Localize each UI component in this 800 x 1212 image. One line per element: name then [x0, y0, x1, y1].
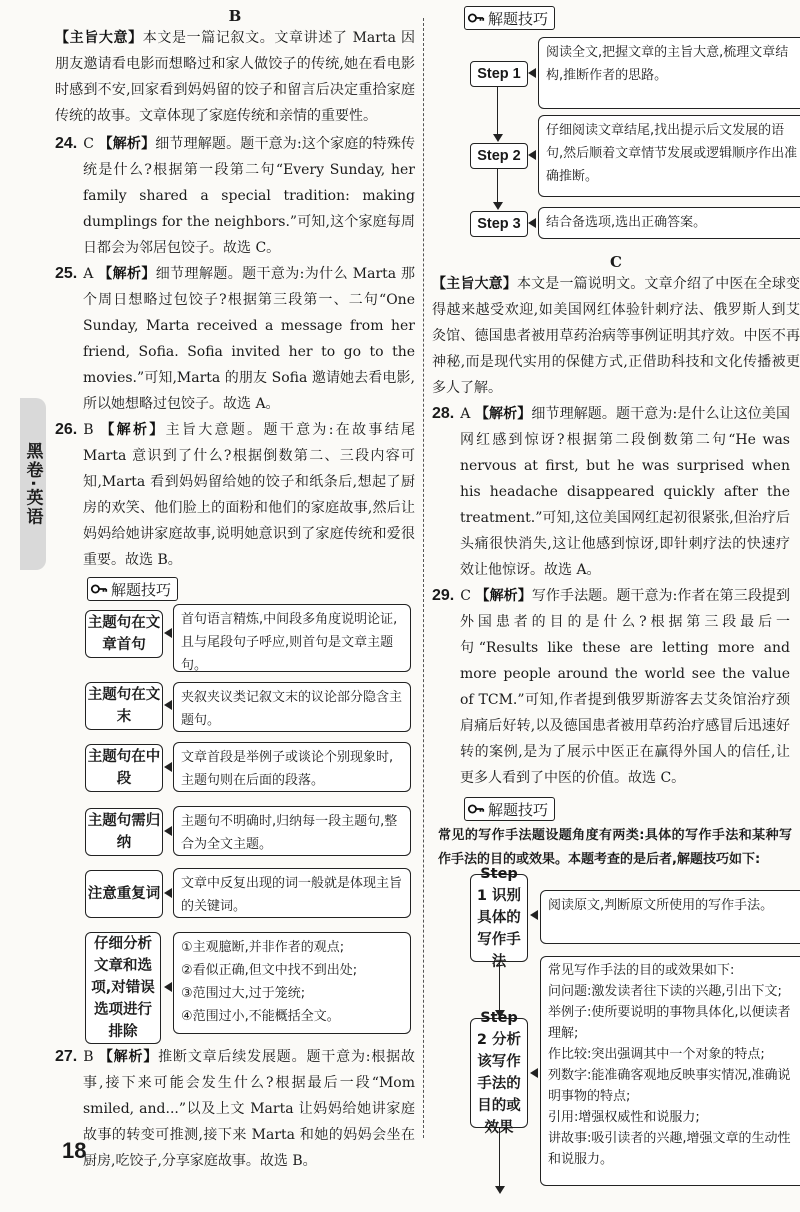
writing-step-2-label: Step 2 分析该写作手法的目的或效果 [470, 1018, 528, 1128]
tip-text-4: 文章中反复出现的词一般就是体现主旨的关键词。 [173, 868, 411, 918]
question-28: 28. A 【解析】细节理解题。题干意为:是什么让这位美国网红感到惊讶?根据第二段倒数第二句“He was nervous at first, but he was surprised when his headache disappeared quickly after the treatment.”可知,这位美国网红起初很紧张,但治疗后头痛很快消失,这让他感到惊讶,即针刺疗法的快速疗效让他惊讶。故选 A。 [432, 405, 791, 578]
writing-step-2-text: 常见写作手法的目的或效果如下: 问问题:激发读者往下读的兴趣,引出下文; 举例子:使所要说明的事物具体化,以便读者理解; 作比较:突出强调其中一个对象的特点; 列数字:能准确客观地反映事实情况,准确说明事物的特点; 引用:增强权威性和说服力; 讲故事:吸引读者的兴趣,增强文章的生动性和说服力。 [540, 956, 800, 1186]
section-b-theme: 【主旨大意】本文是一篇记叙文。文章讲述了 Marta 因朋友邀请看电影而想略过和家人做饺子的传统,她在看电影时感到不安,回家看到妈妈留的饺子和留言后决定重拾家庭传统的故事。文章体现了家庭传统和亲情的重要性。 [55, 30, 415, 124]
tip-text-0: 首句语言精炼,中间段多角度说明论证,且与尾段句子呼应,则首句是文章主题句。 [173, 604, 411, 672]
tips-diagram-left [85, 602, 415, 1040]
left-column [55, 0, 415, 1174]
tip-text-3: 主题句不明确时,归纳每一段主题句,整合为全文主题。 [173, 806, 411, 856]
page-number: 18 [62, 1138, 87, 1163]
step-2-text: 仔细阅读文章结尾,找出提示后文发展的语句,然后顺着文章情节发展或逻辑顺序作出准确推断。 [538, 115, 800, 197]
tip-label-0: 主题句在文章首句 [85, 610, 163, 658]
section-b-title: B [228, 7, 242, 25]
writing-step-1-text: 阅读原文,判断原文所使用的写作手法。 [540, 890, 800, 944]
step-2-label: Step 2 [470, 143, 528, 169]
tip-header-right-2: 解题技巧 [464, 797, 800, 822]
key-icon [90, 580, 108, 598]
key-icon [467, 800, 485, 818]
question-25: 25. A 【解析】细节理解题。题干意为:为什么 Marta 那个周日想略过包饺子?根据第三段第一、二句“One Sunday, Marta received a message from her friend, Sofia. Sofia invited her to go to the movies.”可知,Marta 的朋友 Sofia 邀请她去看电影,所以她想略过包饺子。故选 A。 [55, 265, 415, 412]
section-c-theme: 【主旨大意】本文是一篇说明文。文章介绍了中医在全球变得越来越受欢迎,如美国网红体验针刺疗法、俄罗斯人到艾灸馆、德国患者被用草药治病等事例证明其疗效。中医不再神秘,而是现代实用的保健方式,正借助科技和文化传播被更多人了解。 [432, 276, 800, 396]
key-icon [467, 9, 485, 27]
steps-diagram [470, 31, 800, 231]
tip-label-3: 主题句需归纳 [85, 808, 163, 856]
step-1-text: 阅读全文,把握文章的主旨大意,梳理文章结构,推断作者的思路。 [538, 37, 800, 109]
side-tab: 黑卷·英语 [20, 398, 46, 570]
tip-label-1: 主题句在文末 [85, 682, 163, 730]
question-24: 24. C 【解析】细节理解题。题干意为:这个家庭的特殊传统是什么?根据第一段第二句“Every Sunday, her family shared a special tradition: making dumplings for the neighbors.”可知,这个家庭每周日都会为邻居包饺子。故选 C。 [55, 135, 416, 256]
step-3-label: Step 3 [470, 211, 528, 237]
tip-header-left: 解题技巧 [87, 577, 415, 602]
tip-label-4: 注意重复词 [85, 870, 163, 918]
writing-step-1-label: Step 1 识别具体的写作手法 [470, 874, 528, 962]
question-29: 29. C 【解析】写作手法题。题干意为:作者在第三段提到外国患者的目的是什么?根据第三段最后一句“Results like these are letting more and more people around the world see the value of TCM.”可知,作者提到俄罗斯游客去艾灸馆治疗颈肩痛后好转,以及德国患者被用草药治疗感冒后迅速好转的案例,是为了展示中医正在赢得外国人的信任,让更多人看到了中医的价值。故选 C。 [432, 587, 790, 786]
writing-technique-intro: 常见的写作手法题设题角度有两类:具体的写作手法和某种写作手法的目的或效果。本题考查的是后者,解题技巧如下: [438, 828, 792, 867]
right-column [432, 0, 800, 1212]
step-3-text: 结合备选项,选出正确答案。 [538, 207, 800, 239]
tip-text-5: ①主观臆断,并非作者的观点; ②看似正确,但文中找不到出处; ③范围过大,过于笼统; ④范围过小,不能概括全文。 [173, 932, 411, 1034]
tip-label-5: 仔细分析文章和选项,对错误选项进行排除 [85, 932, 161, 1044]
section-c-title: C [610, 253, 622, 271]
tip-label-2: 主题句在中段 [85, 744, 163, 792]
step-1-label: Step 1 [470, 61, 528, 87]
tip-text-2: 文章首段是举例子或谈论个别现象时,主题句则在后面的段落。 [173, 742, 411, 792]
tip-text-1: 夹叙夹议类记叙文末的议论部分隐含主题句。 [173, 682, 411, 732]
writing-steps-diagram [470, 866, 800, 1212]
question-26: 26. B 【解析】主旨大意题。题干意为:在故事结尾 Marta 意识到了什么?根据倒数第二、三段内容可知,Marta 看到妈妈留给她的饺子和纸条后,想起了厨房的欢笑、他们脸上的面粉和他们的家庭故事,然后让妈妈给她讲家庭故事,说明她意识到了家庭传统和爱很重要。故选 B。 [55, 421, 416, 568]
question-27: 27. B 【解析】推断文章后续发展题。题干意为:根据故事,接下来可能会发生什么?根据最后一段“Mom smiled, and...”以及上文 Marta 让妈妈给她讲家庭故事的转变可推测,接下来 Marta 和她的妈妈会坐在厨房,吃饺子,分享家庭故事。故选 B。 [55, 1048, 415, 1169]
column-divider [423, 18, 424, 1138]
tip-header-right-1: 解题技巧 [464, 6, 800, 31]
